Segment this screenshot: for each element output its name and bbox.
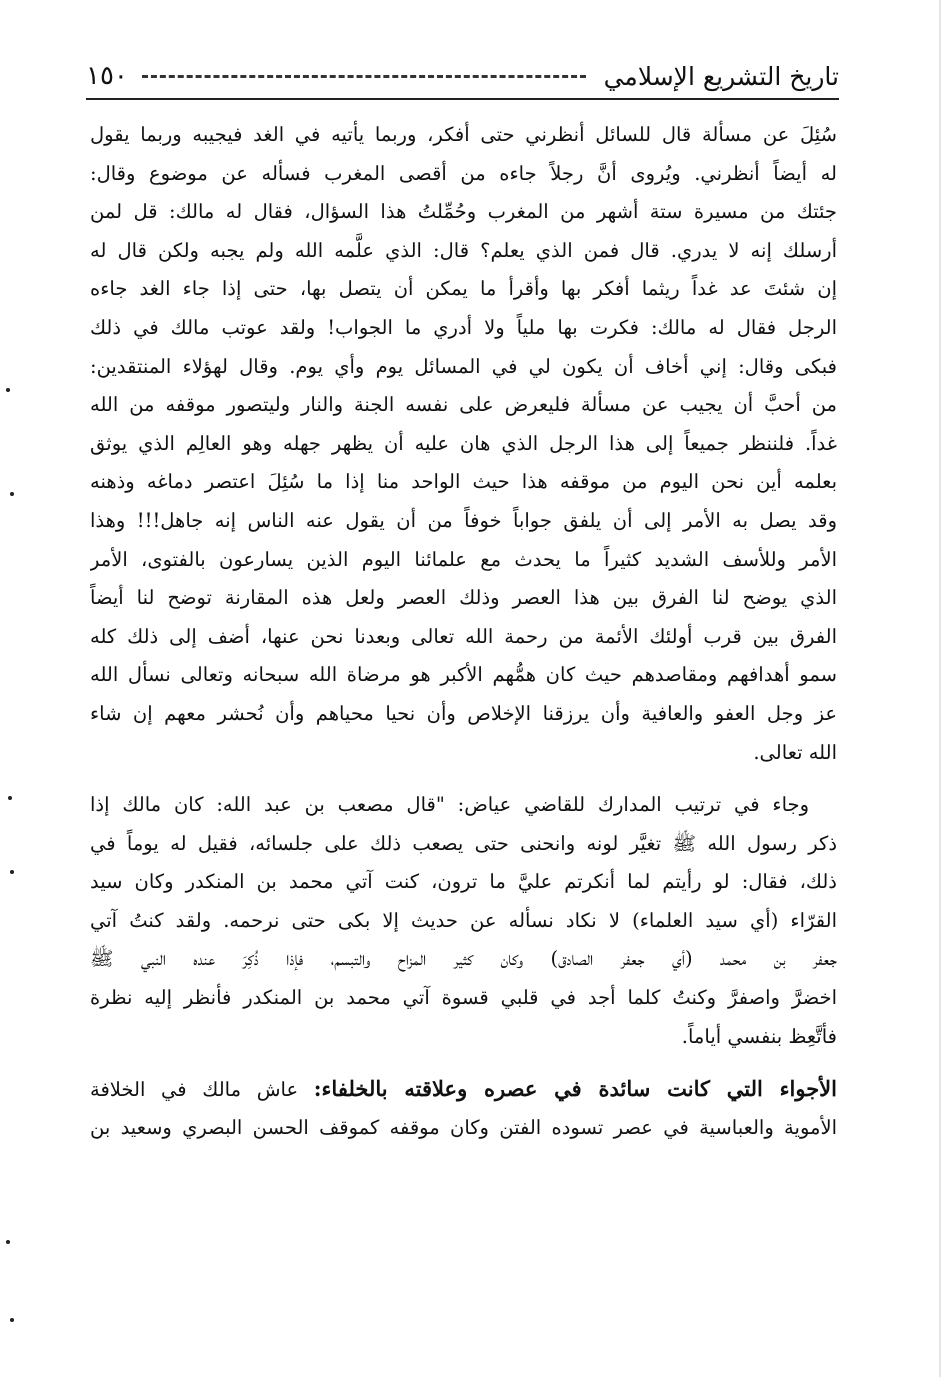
text-line: اخضرَّ واصفرَّ وكنتُ كلما أجد في قلبي قسوة آتي محمد بن المنكدر فأنظر إليه نظرة xyxy=(90,986,837,1010)
text-line: القرّاء (أي سيد العلماء) لا نكاد نسأله عن حديث إلا بكى حتى نرحمه. ولقد كنتُ آتي xyxy=(90,908,837,932)
text-line: سمو أهدافهم ومقاصدهم حيث كان همُّهم الأكبر هو مرضاة الله سبحانه وتعالى نسأل الله xyxy=(90,663,837,687)
section-heading-line xyxy=(90,1070,837,1109)
text-line: جعفر بن محمد (أي جعفر الصادق) وكان كثير المزاح والتبسم، فإذا ذُكِرَ عنده النبي ﷺ xyxy=(90,947,837,971)
text-line: أرسلك إنه لا يدري. قال فمن الذي يعلم؟ قال: الذي علَّمه الله ولم يجبه ولكن قال له xyxy=(90,238,837,262)
page-number: ١٥٠ xyxy=(86,61,128,91)
scan-speck xyxy=(6,388,10,392)
header-dotted-leader xyxy=(142,75,586,78)
text-line: فأتَّعِظ بنفسي أياماً. xyxy=(681,1024,837,1048)
text-line: عز وجل العفو والعافية وأن يرزقنا الإخلاص وأن نحيا محياهم وأن نُحشر معهم إن شاء xyxy=(90,701,837,725)
scan-speck xyxy=(6,1240,10,1244)
text-line: ذكر رسول الله ﷺ تغيَّر لونه وانحنى حتى يصعب ذلك على جلسائه، فقيل له يوماً في xyxy=(90,831,837,855)
text-line: بعلمه أين نحن اليوم من موقفه هذا حيث الواحد منا إذا ما سُئِلَ اعتصر دماغه وذهنه xyxy=(90,470,837,494)
scan-speck xyxy=(10,492,14,496)
text-line: له أيضاً أنظرني. ويُروى أنَّ رجلاً جاءه من أقصى المغرب فسأله عن موضوع وقال: xyxy=(90,161,837,185)
text-line: غداً. فلننظر جميعاً إلى هذا الرجل الذي هان عليه أن يظهر جهله وهو العالِم الذي يوثق xyxy=(90,431,837,455)
text-line: الرجل فقال له مالك: فكرت بها ملياً ولا أدري ما الجواب! ولقد عوتب مالك في ذلك xyxy=(90,315,837,339)
text-line: سُئِلَ عن مسألة قال للسائل أنظرني حتى أفكر، وربما يأتيه في الغد فيجيبه وربما يقول xyxy=(90,123,837,146)
scan-speck xyxy=(8,796,12,800)
text-line: جئتك من مسيرة ستة أشهر من المغرب وحُمِّلتُ هذا السؤال، فقال له مالك: قل لمن xyxy=(90,200,837,224)
text-line: الله تعالى. xyxy=(753,740,837,764)
running-header xyxy=(86,54,839,100)
text-line: فبكى وقال: إني أخاف أن يكون لي في المسائل يوم وأي يوم. وقال لهؤلاء المنتقدين: xyxy=(90,354,837,378)
paragraph-gap xyxy=(90,772,837,786)
scan-speck xyxy=(10,1318,14,1322)
section-heading: الأجواء التي كانت سائدة في عصره وعلاقته بالخلفاء: xyxy=(313,1076,837,1102)
heading-line-rest: عاش مالك في الخلافة xyxy=(90,1078,314,1102)
text-line: وجاء في ترتيب المدارك للقاضي عياض: "قال مصعب بن عبد الله: كان مالك إذا xyxy=(90,793,809,817)
text-line: الفرق بين قرب أولئك الأئمة من رحمة الله تعالى وبعدنا نحن عنها، أضف إلى ذلك كله xyxy=(90,624,837,648)
text-line: وقد يصل به الأمر إلى أن يلفق جواباً خوفاً من أن يقول عنه الناس إنه جاهل!!! وهذا xyxy=(90,508,837,532)
body-text xyxy=(90,116,837,1147)
text-line: من أحبَّ أن يجيب عن مسألة فليعرض على نفسه الجنة والنار وليتصور موقفه من الله xyxy=(90,393,837,417)
text-line: ذلك، فقال: لو رأيتم لما أنكرتم عليَّ ما ترون، كنت آتي محمد بن المنكدر وكان سيد xyxy=(90,870,837,894)
text-line: الأمر وللأسف الشديد كثيراً ما يحدث مع علمائنا اليوم الذين يسارعون بالفتوى، الأمر xyxy=(90,547,837,571)
scan-speck xyxy=(10,870,14,874)
paragraph-gap xyxy=(90,1056,837,1070)
text-line: الذي يوضح لنا الفرق بين هذا العصر وذلك العصر ولعل هذه المقارنة توضح لنا أيضاً xyxy=(90,586,837,610)
text-line: الأموية والعباسية في عصر تسوده الفتن وكان موقفه كموقف الحسن البصري وسعيد بن xyxy=(90,1115,837,1139)
text-line: إن شئتَ عد غداً ريثما أفكر بها وأقرأ ما يمكن أن يتصل بها، حتى إذا جاء الغد جاءه xyxy=(90,277,837,301)
book-title: تاريخ التشريع الإسلامي xyxy=(603,61,839,91)
